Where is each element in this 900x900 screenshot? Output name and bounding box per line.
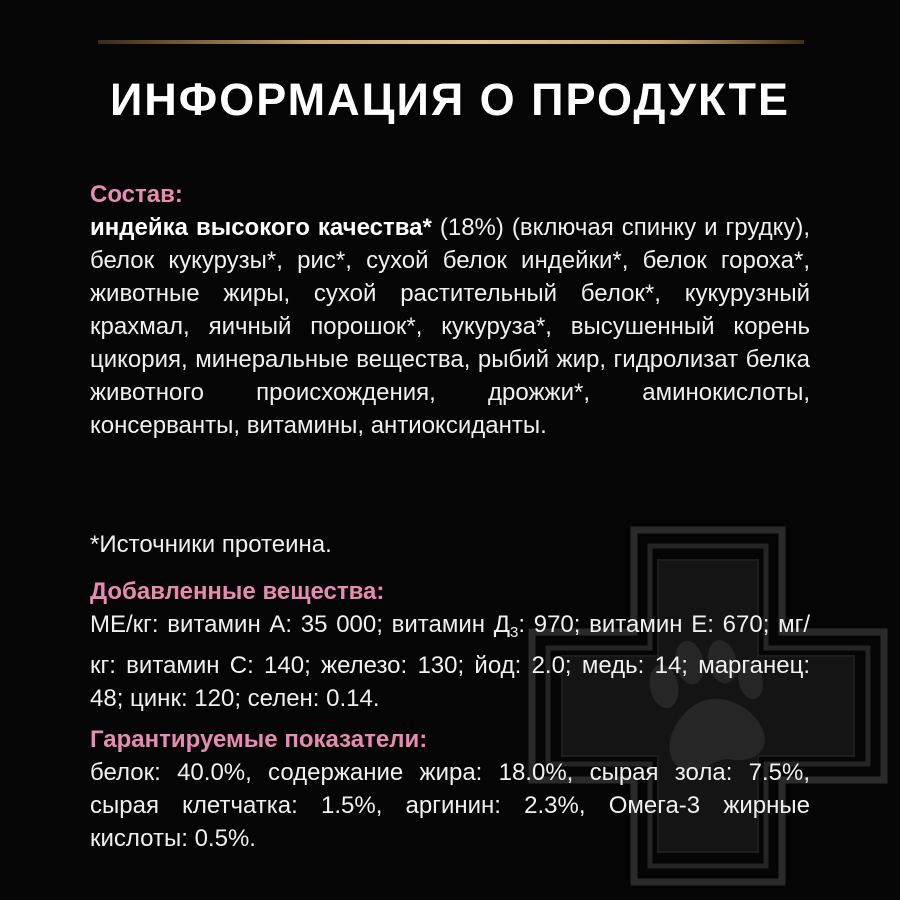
guaranteed-text: белок: 40.0%, содержание жира: 18.0%, сырая зола: 7.5%, сырая клетчатка: 1.5%, аргинин: 2.3%, Омега-3 жирные кислоты: 0.5%. [90, 759, 810, 852]
guaranteed-heading: Гарантируемые показатели: [90, 726, 428, 753]
composition-block [90, 178, 810, 442]
gold-accent-line [98, 40, 804, 44]
composition-bold-lead: индейка высокого качества* [90, 214, 432, 241]
composition-ingredients: (18%) (включая спинку и грудку), белок кукурузы*, рис*, сухой белок индейки*, белок гороха*, животные жиры, сухой растительный белок*, кукурузный крахмал, яичный порошок*, кукуруза*, высушенный корень цикория, минеральные вещества, рыбий жир, гидролизат белка животного происхождения, дрожжи*, аминокислоты, консерванты, витамины, антиоксиданты. [90, 214, 811, 439]
composition-text [90, 211, 810, 442]
composition-heading: Состав: [90, 181, 183, 208]
page-title: ИНФОРМАЦИЯ О ПРОДУКТЕ [109, 74, 791, 125]
additives-text-part1: МЕ/кг: витамин А: 35 000; витамин Д [90, 611, 510, 638]
additives-heading: Добавленные вещества: [90, 578, 385, 605]
additives-text-part2: : 970; витамин Е: 670; мг/кг: витамин С: 140; железо: 130; йод: 2.0; медь: 14; марганец: 48; цинк: 120; селен: 0.14. [90, 611, 810, 712]
additives-block [90, 575, 810, 715]
additives-text [90, 608, 810, 715]
footnote: *Источники протеина. [90, 531, 332, 558]
additives-subscript: 3 [510, 624, 519, 641]
guaranteed-block [90, 723, 810, 855]
